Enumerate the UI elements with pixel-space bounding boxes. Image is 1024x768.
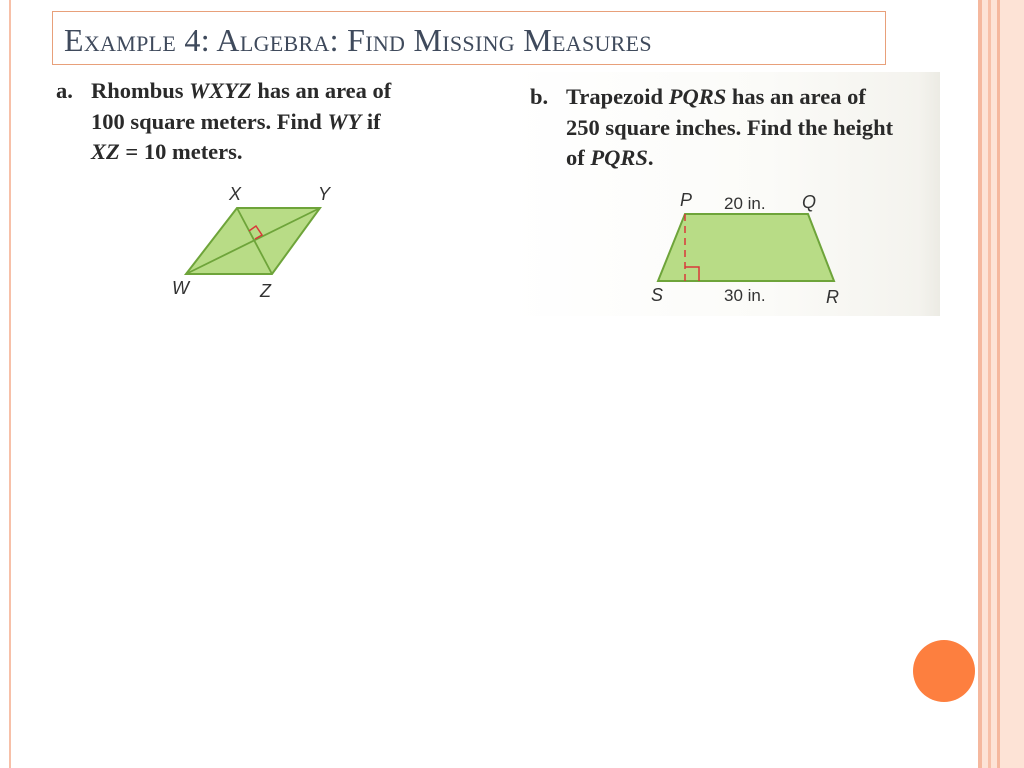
right-border-stripes	[978, 0, 1024, 768]
slide-title-box	[52, 11, 886, 65]
problem-b-line-3: of PQRS.	[566, 145, 654, 170]
rhombus-figure	[160, 180, 360, 305]
problem-a	[56, 76, 496, 172]
vertex-label-x: X	[229, 184, 242, 204]
slide-title: Example 4: Algebra: Find Missing Measures	[64, 22, 652, 58]
bottom-base-label: 30 in.	[724, 286, 766, 305]
problem-a-tag: a.	[56, 78, 73, 103]
vertex-label-p: P	[680, 190, 693, 210]
problem-a-line-1: Rhombus WXYZ has an area of	[91, 78, 392, 103]
problem-b-line-2: 250 square inches. Find the height	[566, 115, 894, 140]
trapezoid-shape	[658, 214, 834, 281]
vertex-label-y: Y	[318, 184, 331, 204]
problem-a-line-3: XZ = 10 meters.	[91, 139, 243, 164]
left-border-stripe	[9, 0, 11, 768]
vertex-label-w: W	[172, 278, 189, 298]
vertex-label-z: Z	[260, 281, 271, 301]
decorative-orange-circle	[913, 640, 975, 702]
problem-a-line-2: 100 square meters. Find WY if	[91, 109, 381, 134]
trapezoid-figure	[640, 186, 860, 310]
vertex-label-q: Q	[802, 192, 817, 212]
vertex-label-r: R	[826, 287, 839, 307]
problem-b	[530, 82, 940, 178]
top-base-label: 20 in.	[724, 194, 766, 213]
problem-b-tag: b.	[530, 84, 549, 109]
vertex-label-s: S	[651, 285, 664, 305]
problem-b-line-1: Trapezoid PQRS has an area of	[566, 84, 866, 109]
